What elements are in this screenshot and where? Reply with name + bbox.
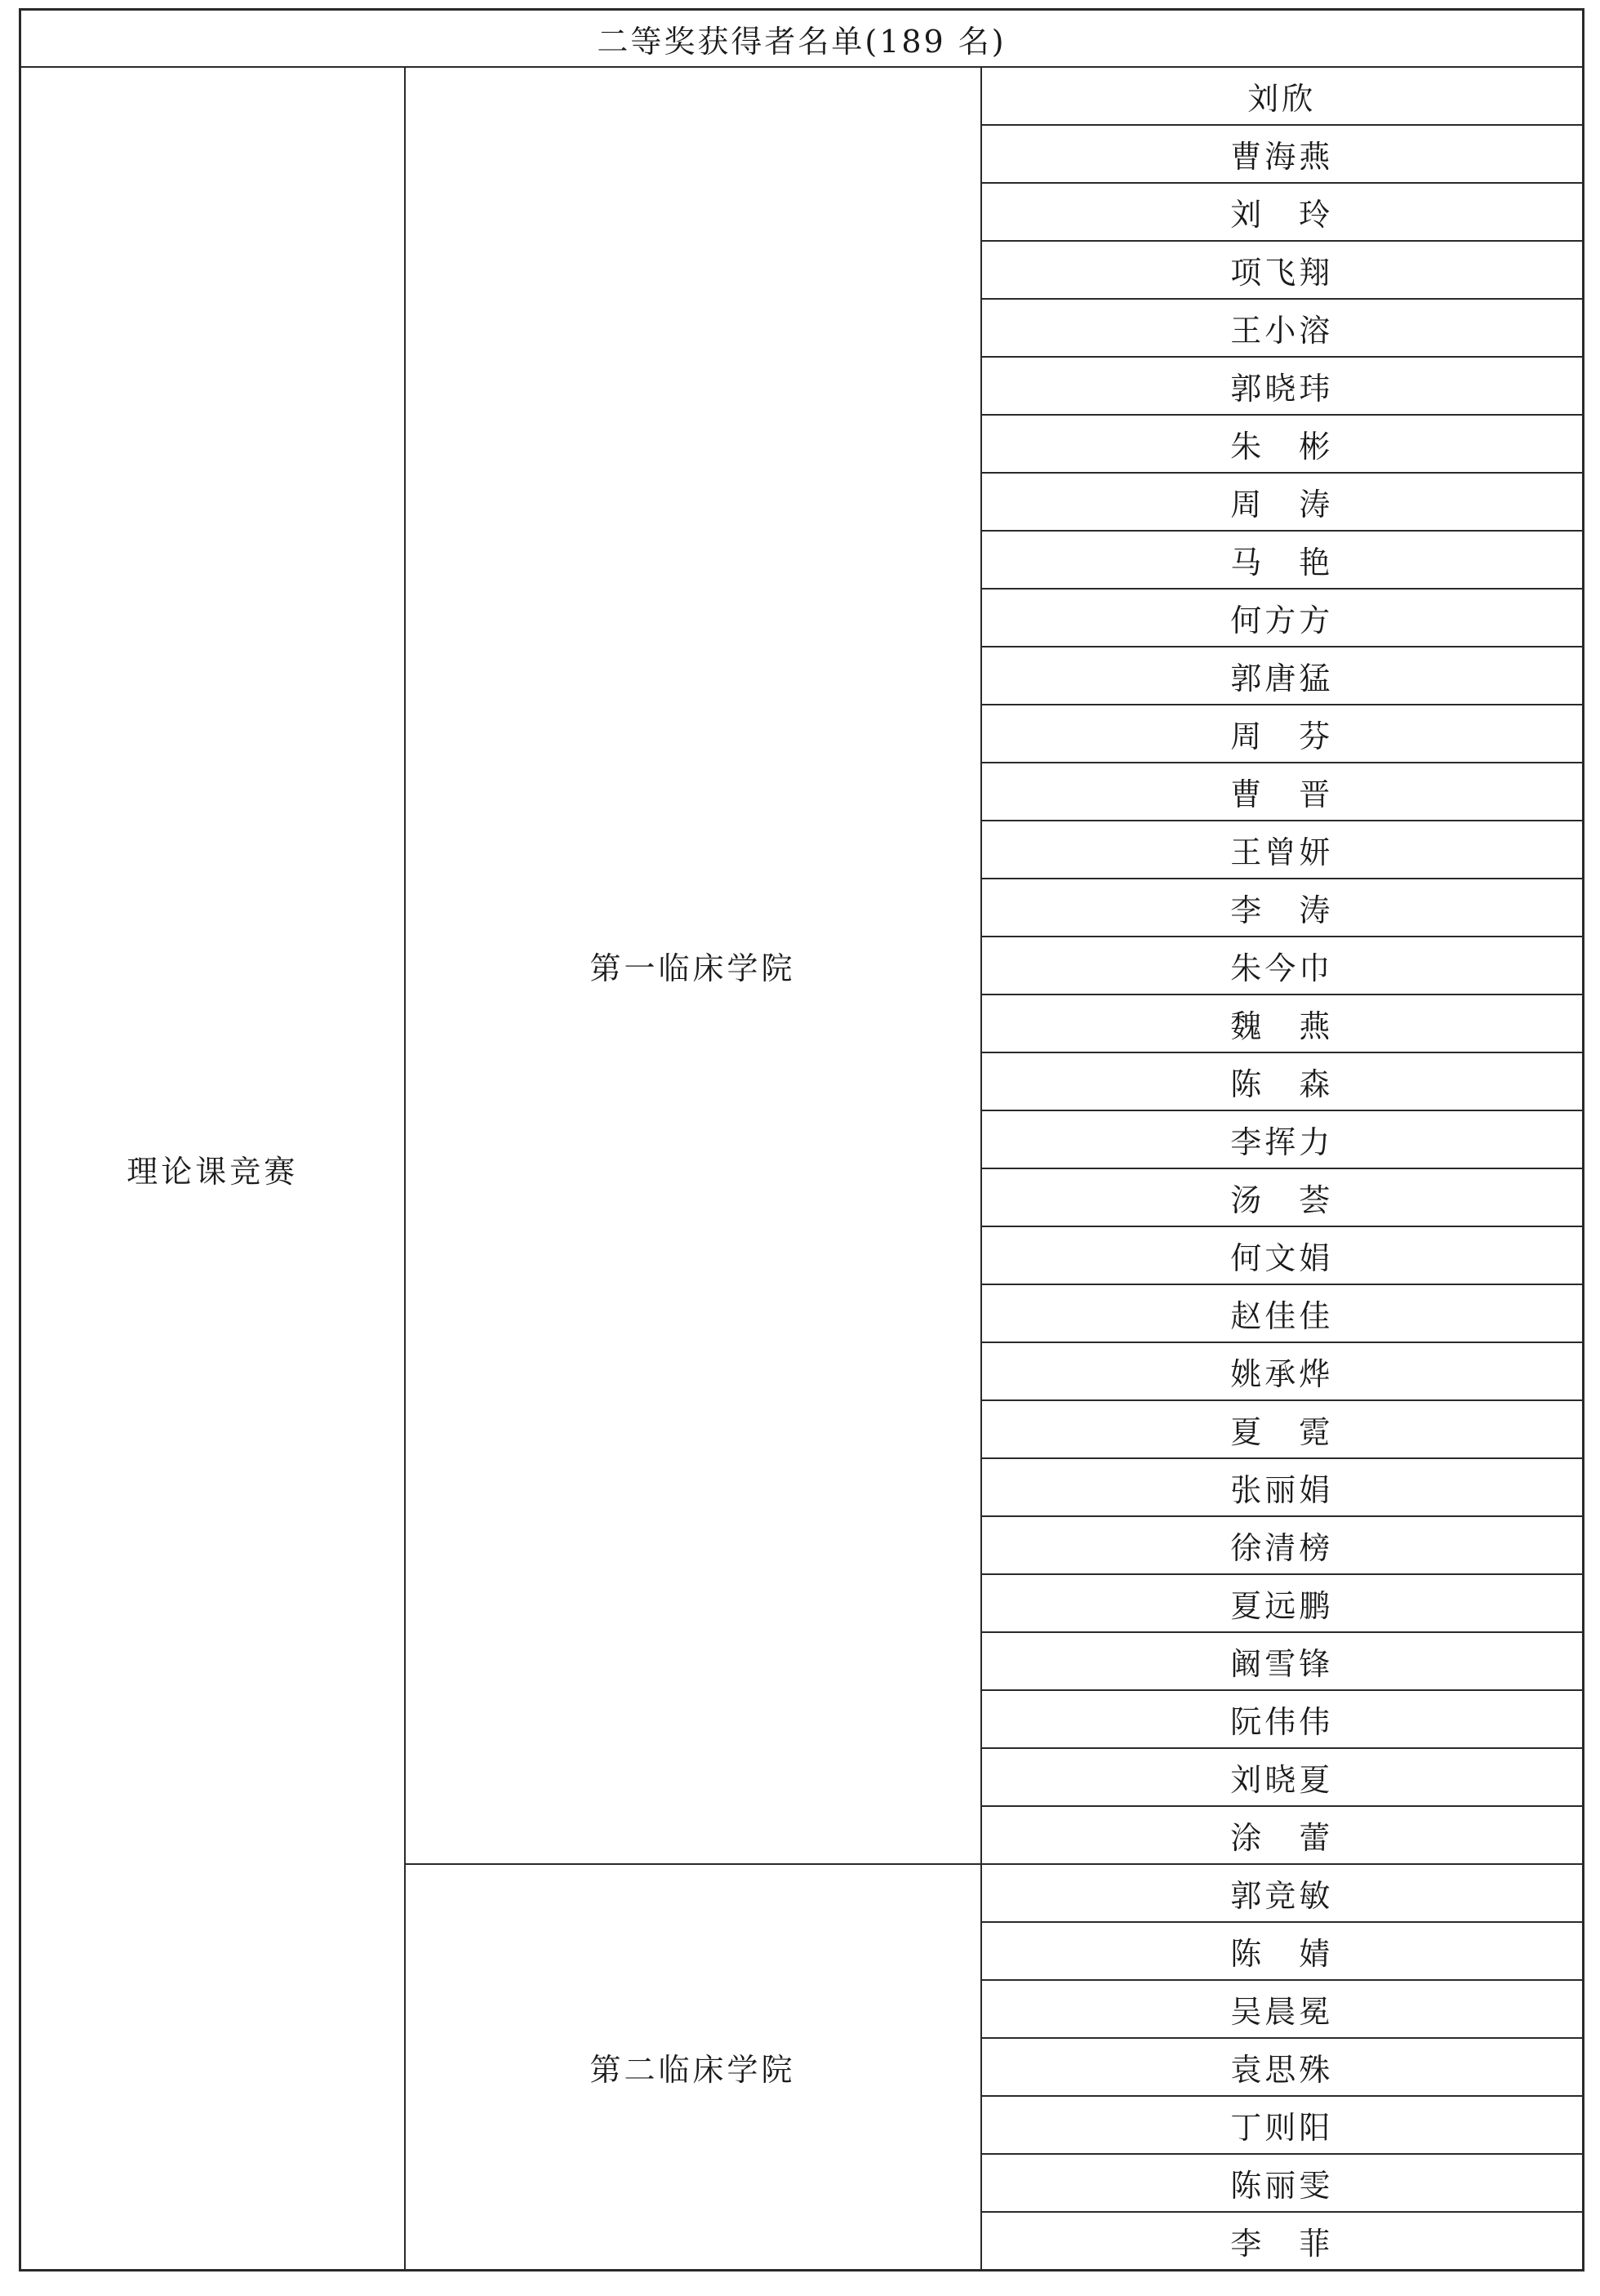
winner-name-cell: 吴晨冕: [981, 1980, 1584, 2038]
winner-name-cell: 朱 彬: [981, 415, 1584, 473]
winner-name-cell: 袁思殊: [981, 2038, 1584, 2096]
award-table-body: [20, 10, 1584, 2271]
winner-name-cell: 陈 森: [981, 1052, 1584, 1110]
winner-name-cell: 刘 玲: [981, 183, 1584, 241]
winner-name-cell: 郭竞敏: [981, 1864, 1584, 1922]
winner-name-cell: 李挥力: [981, 1110, 1584, 1168]
winner-name-cell: 汤 荟: [981, 1168, 1584, 1226]
winner-name-cell: 丁则阳: [981, 2096, 1584, 2154]
award-list-table: [19, 8, 1584, 2272]
winner-name-cell: 曹海燕: [981, 125, 1584, 183]
winner-name-cell: 郭唐猛: [981, 647, 1584, 705]
winner-name-cell: 刘欣: [981, 67, 1584, 125]
winner-name-cell: 刘晓夏: [981, 1748, 1584, 1806]
category-cell: 理论课竞赛: [20, 67, 405, 2271]
winner-name-cell: 李 菲: [981, 2212, 1584, 2271]
winner-name-cell: 王曾妍: [981, 821, 1584, 879]
college-cell: 第一临床学院: [405, 67, 981, 1864]
winner-name-cell: 曹 晋: [981, 763, 1584, 821]
table-row: [20, 67, 1584, 125]
table-title: [20, 10, 1584, 68]
winner-name-cell: 姚承烨: [981, 1342, 1584, 1400]
winner-name-cell: 李 涛: [981, 879, 1584, 937]
winner-name-cell: 周 芬: [981, 705, 1584, 763]
winner-name-cell: 赵佳佳: [981, 1284, 1584, 1342]
winner-name-cell: 项飞翔: [981, 241, 1584, 299]
winner-name-cell: 郭晓玮: [981, 357, 1584, 415]
winner-name-cell: 何文娟: [981, 1226, 1584, 1284]
winner-name-cell: 马 艳: [981, 531, 1584, 589]
winner-name-cell: 涂 蕾: [981, 1806, 1584, 1864]
winner-name-cell: 魏 燕: [981, 994, 1584, 1052]
winner-name-cell: 阚雪锋: [981, 1632, 1584, 1690]
winner-name-cell: 朱今巾: [981, 937, 1584, 994]
winner-name-cell: 夏远鹏: [981, 1574, 1584, 1632]
winner-name-cell: 张丽娟: [981, 1458, 1584, 1516]
winner-name-cell: 陈丽雯: [981, 2154, 1584, 2212]
winner-name-cell: 陈 婧: [981, 1922, 1584, 1980]
winner-name-cell: 徐清榜: [981, 1516, 1584, 1574]
winner-name-cell: 阮伟伟: [981, 1690, 1584, 1748]
winner-name-cell: 周 涛: [981, 473, 1584, 531]
winner-name-cell: 夏 霓: [981, 1400, 1584, 1458]
table-title-text: 二等奖获得者名单(189 名): [597, 23, 1007, 60]
college-cell: 第二临床学院: [405, 1864, 981, 2271]
winner-name-cell: 何方方: [981, 589, 1584, 647]
title-row: [20, 10, 1584, 68]
winner-name-cell: 王小溶: [981, 299, 1584, 357]
